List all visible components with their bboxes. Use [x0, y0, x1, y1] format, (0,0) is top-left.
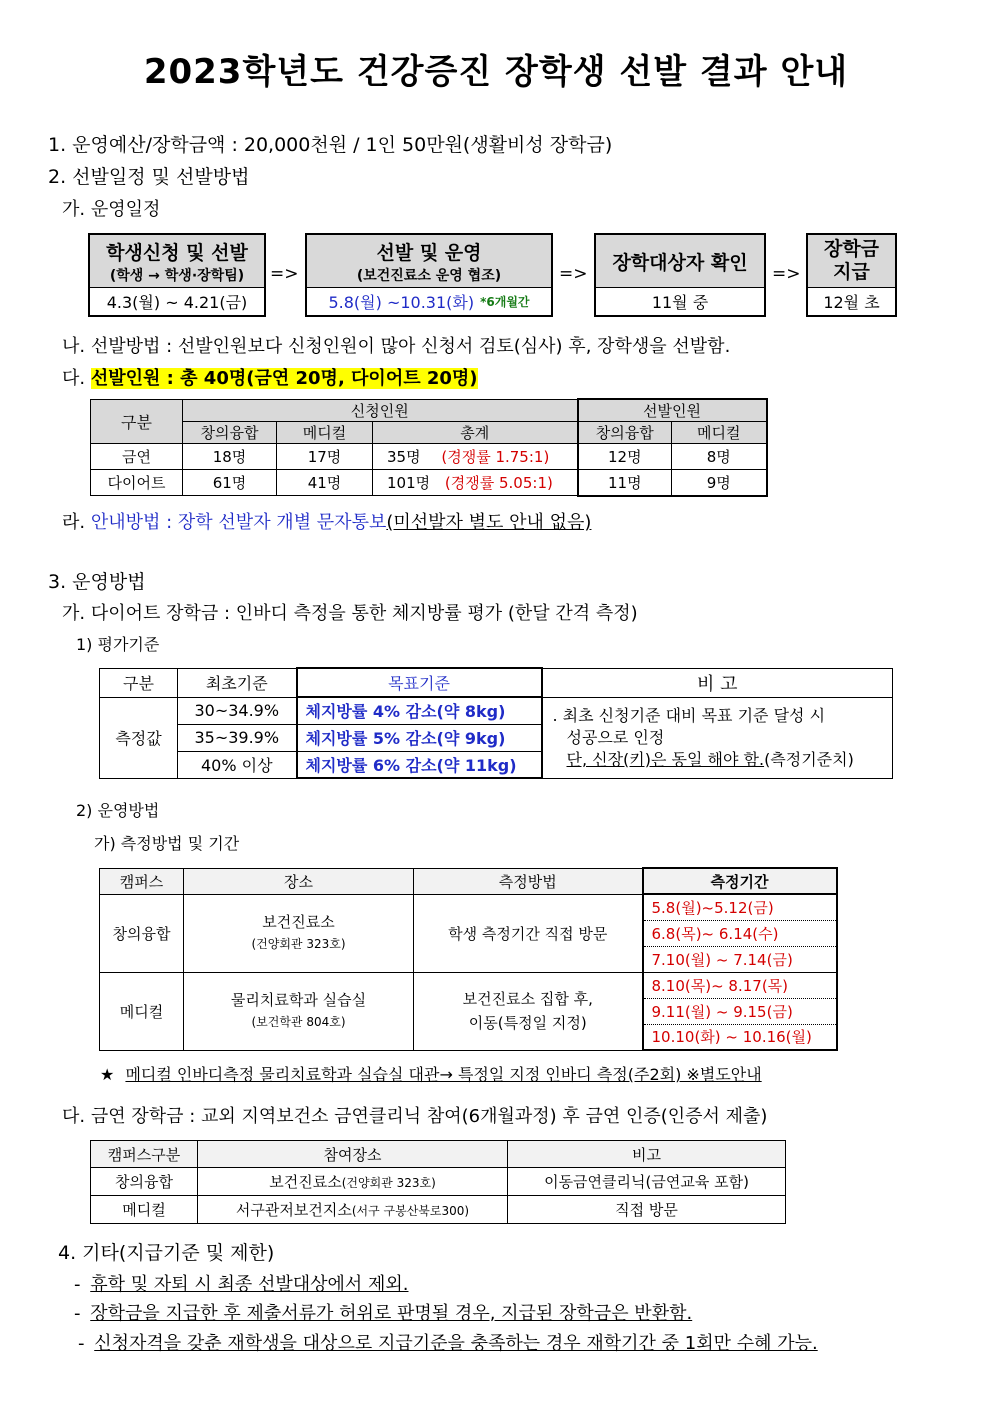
table3-period: 10.10(화) ~ 10.16(월)	[643, 1024, 837, 1050]
dash-icon: -	[74, 1303, 81, 1324]
selection-table	[90, 398, 768, 497]
flow-box-operation-title: 선발 및 운영	[376, 241, 482, 264]
table3-place-sub: (건양회관 323호)	[251, 937, 346, 951]
table1-cell: 11명	[578, 470, 672, 496]
table3-method-line1: 보건진료소 집합 후,	[462, 990, 593, 1008]
table2-note-line1: . 최초 신청기준 대비 목표 기준 달성 시	[552, 705, 826, 725]
table4-note: 직접 방문	[508, 1196, 786, 1224]
flow-box-pay-title1: 장학금	[823, 238, 880, 260]
section-3a: 가. 다이어트 장학금 : 인바디 측정을 통한 체지방률 평가 (한달 간격 측정)	[62, 603, 638, 624]
table3-period: 8.10(목)~ 8.17(목)	[643, 972, 837, 998]
flow-arrow-1: =>	[270, 264, 299, 284]
flow-box-confirm-title: 장학대상자 확인	[612, 251, 748, 274]
flow-box-pay-title2: 지급	[833, 261, 870, 283]
section-4-item-text: 신청자격을 갖춘 재학생을 대상으로 지급기준을 충족하는 경우 재학기간 중 1회만 수혜 가능.	[94, 1333, 818, 1354]
table1-cell: 12명	[578, 444, 672, 470]
flow-box-pay	[806, 233, 897, 317]
flow-box-operation-note: *6개월간	[480, 295, 530, 309]
table1-sub-creative: 창의융합	[183, 422, 277, 444]
section-2-heading: 2. 선발일정 및 선발방법	[48, 166, 250, 188]
table1-competition: (경쟁률 1.75:1)	[441, 448, 550, 466]
table1-sub-medical: 메디컬	[277, 422, 373, 444]
table3-header-period: 측정기간	[643, 868, 837, 894]
table3-method-line2: 이동(특정일 지정)	[468, 1014, 587, 1032]
table1-competition: (경쟁률 5.05:1)	[444, 474, 553, 492]
table1-cell: 18명	[183, 444, 277, 470]
table3-header-place: 장소	[184, 868, 414, 894]
table1-header-select: 선발인원	[578, 399, 767, 422]
section-3a1: 1) 평가기준	[76, 635, 160, 654]
section-4-item	[74, 1299, 692, 1325]
table1-sub-sel-medical: 메디컬	[672, 422, 767, 444]
section-2d	[62, 508, 591, 534]
table1-total: 35명	[387, 448, 421, 466]
table1-sub-total: 총계	[373, 422, 578, 444]
table1-header-apply: 신청인원	[183, 399, 578, 422]
flow-box-apply-date: 4.3(월) ~ 4.21(금)	[106, 293, 248, 312]
section-2d-prefix: 라.	[62, 512, 86, 533]
criteria-table	[99, 667, 893, 779]
flow-arrow-2: =>	[559, 264, 588, 284]
table1-sub-sel-creative: 창의융합	[578, 422, 672, 444]
table1-header-gubun: 구분	[91, 399, 183, 444]
table1-cell: 17명	[277, 444, 373, 470]
table2-header-gubun: 구분	[100, 668, 178, 697]
section-4-item-text: 휴학 및 자퇴 시 최종 선발대상에서 제외.	[90, 1274, 409, 1295]
table4-note: 이동금연클리닉(금연교육 포함)	[508, 1168, 786, 1196]
table3-header-method: 측정방법	[414, 868, 643, 894]
table2-note-line3-underline: 단, 신장(키)은 동일 해야 함.	[566, 749, 765, 769]
dash-icon: -	[74, 1274, 81, 1295]
flow-box-operation-sub: (보건진료소 운영 협조)	[356, 267, 502, 284]
section-1: 1. 운영예산/장학금액 : 20,000천원 / 1인 50만원(생활비성 장학금)	[48, 134, 613, 156]
table2-goal: 체지방률 6% 감소(약 11kg)	[297, 751, 542, 778]
table1-row-name: 다이어트	[91, 470, 183, 496]
flow-box-operation-date: 5.8(월) ~10.31(화)	[328, 293, 475, 312]
table2-base: 35~39.9%	[178, 724, 297, 751]
table4-header-note: 비고	[508, 1141, 786, 1168]
flow-box-apply-title: 학생신청 및 선발	[106, 241, 248, 264]
table3-campus: 메디컬	[100, 972, 184, 1050]
table2-header-base: 최초기준	[178, 668, 297, 697]
section-2c-prefix: 다.	[62, 368, 86, 389]
flow-box-confirm	[594, 233, 766, 317]
table4-header-place: 참여장소	[198, 1141, 508, 1168]
section-4-item	[78, 1329, 818, 1355]
table1-cell: 8명	[672, 444, 767, 470]
table1-total: 101명	[387, 474, 431, 492]
flow-box-apply	[88, 233, 266, 317]
smoking-table	[90, 1140, 786, 1224]
section-2c-highlight: 선발인원 : 총 40명(금연 20명, 다이어트 20명)	[90, 368, 478, 389]
table4-place-sub: (건양회관 323호)	[341, 1176, 436, 1190]
table3-place-sub: (보건학관 804호)	[251, 1015, 346, 1029]
dash-icon: -	[78, 1333, 85, 1354]
table3-period: 5.8(월)~5.12(금)	[643, 894, 837, 920]
section-2d-blue: 안내방법 : 장학 선발자 개별 문자통보	[90, 512, 387, 533]
star-icon: ★	[100, 1065, 115, 1084]
flow-arrow-3: =>	[772, 264, 801, 284]
table2-row-label: 측정값	[100, 697, 178, 778]
section-4-item-text: 장학금을 지급한 후 제출서류가 허위로 판명될 경우, 지급된 장학금은 반환함.	[90, 1303, 693, 1324]
table4-place-sub: (서구 구봉산북로300)	[351, 1204, 470, 1218]
section-2b: 나. 선발방법 : 선발인원보다 신청인원이 많아 신청서 검토(심사) 후, 장학생을 선발함.	[62, 336, 731, 357]
table2-note-line3-rest: (측정기준치)	[764, 749, 854, 769]
table1-cell: 61명	[183, 470, 277, 496]
table3-place: 물리치료학과 실습실	[230, 991, 367, 1009]
table3-period: 9.11(월) ~ 9.15(금)	[643, 998, 837, 1024]
measurement-table	[99, 867, 838, 1051]
flow-box-operation	[305, 233, 553, 317]
table1-cell: 41명	[277, 470, 373, 496]
table3-campus: 창의융합	[100, 894, 184, 972]
table2-base: 40% 이상	[178, 751, 297, 778]
table4-place: 서구관저보건지소	[235, 1201, 352, 1219]
section-3a2a: 가) 측정방법 및 기간	[94, 834, 240, 853]
table2-goal: 체지방률 4% 감소(약 8kg)	[297, 697, 542, 724]
section-2a-heading: 가. 운영일정	[62, 199, 161, 220]
section-3-heading: 3. 운영방법	[48, 571, 146, 593]
table3-period: 6.8(목)~ 6.14(수)	[643, 920, 837, 946]
flow-box-confirm-date: 11월 중	[651, 293, 709, 312]
table2-base: 30~34.9%	[178, 697, 297, 724]
table3-period: 7.10(월) ~ 7.14(금)	[643, 946, 837, 972]
table3-place: 보건진료소	[262, 913, 335, 931]
section-2c	[62, 364, 478, 390]
table3-method: 학생 측정기간 직접 방문	[414, 894, 643, 972]
star-note-text: 메디컬 인바디측정 물리치료학과 실습실 대관→ 특정일 지정 인바디 측정(주2회) ※별도안내	[125, 1065, 762, 1084]
section-4-heading: 4. 기타(지급기준 및 제한)	[58, 1242, 275, 1264]
section-2d-underline: (미선발자 별도 안내 없음)	[386, 512, 592, 533]
table2-header-goal: 목표기준	[297, 668, 542, 697]
section-3b: 다. 금연 장학금 : 교외 지역보건소 금연클리닉 참여(6개월과정) 후 금연 인증(인증서 제출)	[62, 1106, 768, 1127]
table2-goal: 체지방률 5% 감소(약 9kg)	[297, 724, 542, 751]
section-3a2: 2) 운영방법	[76, 801, 160, 820]
flow-box-apply-sub: (학생 → 학생·장학팀)	[109, 267, 245, 284]
page-title: 2023학년도 건강증진 장학생 선발 결과 안내	[143, 52, 849, 92]
table2-note-line2: 성공으로 인정	[566, 727, 665, 747]
table2-header-note: 비 고	[542, 668, 893, 697]
table1-cell: 9명	[672, 470, 767, 496]
table4-header-campus: 캠퍼스구분	[91, 1141, 198, 1168]
table4-campus: 창의융합	[91, 1168, 198, 1196]
flow-box-pay-date: 12월 초	[823, 293, 880, 312]
table4-place: 보건진료소	[269, 1173, 342, 1191]
table4-campus: 메디컬	[91, 1196, 198, 1224]
table3-header-campus: 캠퍼스	[100, 868, 184, 894]
table2-note	[542, 697, 893, 778]
star-note	[100, 1062, 762, 1085]
table1-row-name: 금연	[91, 444, 183, 470]
section-4-item	[74, 1270, 409, 1296]
